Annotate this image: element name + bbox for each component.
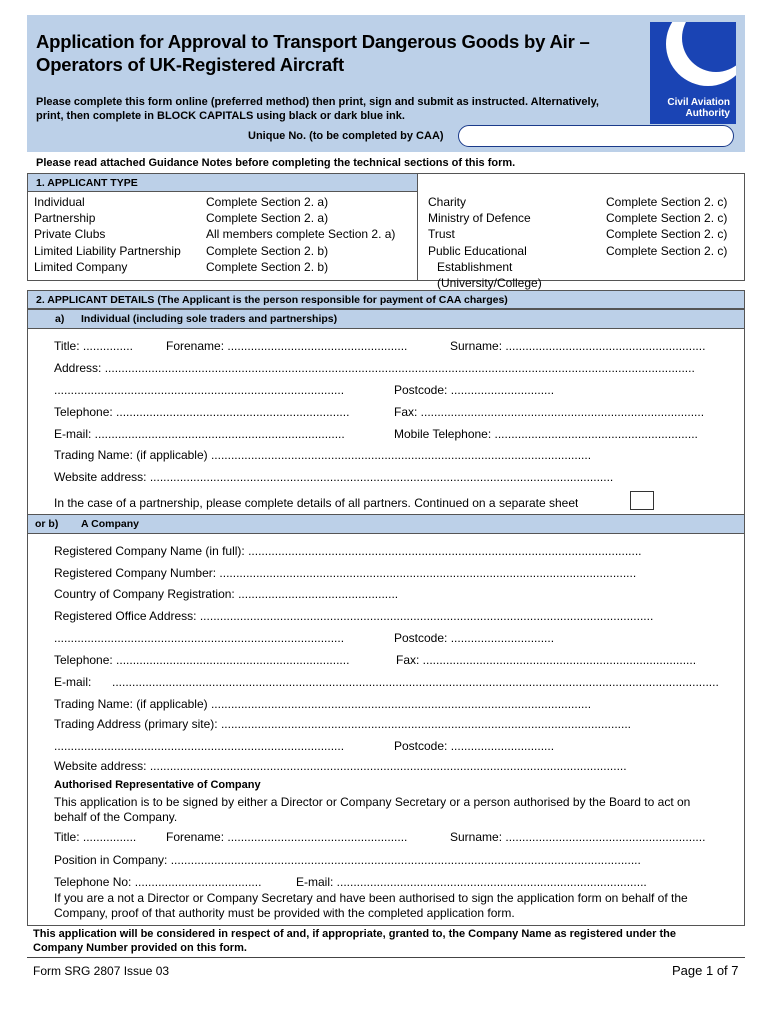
separate-sheet-checkbox[interactable] [630,491,654,510]
rep-telephone-field[interactable]: Telephone No: ...................................... [54,875,262,889]
applicant-action: Complete Section 2. b) [206,259,329,274]
section2a-title: Individual (including sole traders and partnerships) [81,313,338,325]
applicant-type: Trust [428,227,455,242]
mobile-field[interactable]: Mobile Telephone: ............................................................. [394,427,698,441]
section2a-prefix: a) [55,313,65,325]
applicant-type: Private Clubs [34,227,106,242]
company-telephone-field[interactable]: Telephone: ...................................................................... [54,653,350,667]
company-name-field[interactable]: Registered Company Name (in full): ...................................................................................................................... [54,544,642,558]
form-id: Form SRG 2807 Issue 03 [33,964,170,978]
title-line-2: Operators of UK-Registered Aircraft [36,54,344,75]
consideration-line-1: This application will be considered in respect of and, if appropriate, granted to, the Company Name as registered under the [33,928,677,940]
telephone-field[interactable]: Telephone: ...................................................................... [54,405,350,419]
authorised-rep-text-1: This application is to be signed by either a Director or Company Secretary or a person authorised by the Board to act on [54,795,691,809]
company-email-field[interactable]: ...................................................................................................................................................................................... [112,675,719,689]
section2a-heading [28,309,744,329]
footer-divider [27,957,745,958]
logo-line-1: Civil Aviation [667,97,730,108]
applicant-type: Limited Liability Partnership [34,243,181,258]
website-field[interactable]: Website address: ........................................................................................................................................... [54,470,614,484]
unique-no-input[interactable] [458,125,734,147]
forename-field[interactable]: Forename: ...................................................... [166,339,408,353]
applicant-action: Complete Section 2. a) [206,211,329,226]
rep-email-field[interactable]: E-mail: ............................................................................................. [296,875,647,889]
rep-title-field[interactable]: Title: ................ [54,830,137,844]
section2b-title: A Company [81,518,139,530]
applicant-type: Individual [34,195,85,209]
postcode-field[interactable]: Postcode: ............................... [394,383,555,397]
address-field[interactable]: Address: ................................................................................................................................................................................. [54,361,695,375]
trading-postcode-field[interactable]: Postcode: ............................... [394,739,555,753]
authority-note-2: Company, proof of that authority must be provided with the completed application form. [54,906,515,920]
section1-heading: 1. APPLICANT TYPE [28,174,417,192]
consideration-note [33,927,743,955]
applicant-action: Complete Section 2. c) [606,227,728,242]
applicant-type: Limited Company [34,259,128,274]
applicant-types-right [428,194,603,291]
applicant-action: All members complete Section 2. a) [206,227,396,242]
company-email-label: E-mail: [54,675,92,689]
address-line-2-field[interactable]: ....................................................................................... [54,383,345,397]
section2b-prefix: or b) [35,518,59,530]
caa-logo [650,22,736,124]
country-field[interactable]: Country of Company Registration: ................................................ [54,587,399,601]
applicant-action: Complete Section 2. c) [606,195,728,209]
title-line-1: Application for Approval to Transport Dangerous Goods by Air – [36,31,590,52]
applicant-action: Complete Section 2. c) [606,243,728,258]
unique-no-label: Unique No. (to be completed by CAA) [248,130,444,142]
guidance-note: Please read attached Guidance Notes before completing the technical sections of this form. [36,157,516,169]
applicant-type: Establishment (University/College) [437,259,542,291]
applicant-type: Public Educational [428,243,527,258]
company-postcode-field[interactable]: Postcode: ............................... [394,631,555,645]
intro-line-1: Please complete this form online (preferred method) then print, sign and submit as instructed. Alternatively, [36,96,599,108]
section1-divider [417,174,418,280]
applicant-action: Complete Section 2. b) [206,243,329,258]
logo-text [650,97,730,119]
applicant-type: Ministry of Defence [428,211,531,226]
trading-address-field[interactable]: Trading Address (primary site): ........................................................................................................................... [54,717,632,731]
trading-name-field[interactable]: Trading Name: (if applicable) .................................................................................................................. [54,448,592,462]
applicant-type: Charity [428,195,467,209]
authorised-rep-heading: Authorised Representative of Company [54,779,261,791]
consideration-line-2: Company Number provided on this form. [33,942,247,954]
page-title [36,30,646,76]
fax-field[interactable]: Fax: ..................................................................................... [394,405,705,419]
company-trading-name-field[interactable]: Trading Name: (if applicable) .................................................................................................................. [54,697,592,711]
company-number-field[interactable]: Registered Company Number: ............................................................................................................................. [54,566,637,580]
applicant-actions-right [606,194,744,259]
applicant-action: Complete Section 2. a) [206,195,329,209]
intro-line-2: print, then complete in BLOCK CAPITALS using black or dark blue ink. [36,110,405,122]
authority-note-1: If you are a not a Director or Company Secretary and have been authorised to sign the application form on behalf of the [54,891,688,905]
logo-line-2: Authority [685,108,730,119]
trading-address-line-2-field[interactable]: ....................................................................................... [54,739,345,753]
rep-surname-field[interactable]: Surname: ............................................................ [450,830,706,844]
company-website-field[interactable]: Website address: ............................................................................................................................................... [54,759,627,773]
email-field[interactable]: E-mail: ........................................................................... [54,427,345,441]
surname-field[interactable]: Surname: ............................................................ [450,339,706,353]
intro-text [36,95,636,123]
applicant-action: Complete Section 2. c) [606,211,728,226]
section2b-heading [28,514,744,534]
position-field[interactable]: Position in Company: ............................................................................................................................................. [54,853,641,867]
applicant-type: Partnership [34,211,96,226]
partnership-note: In the case of a partnership, please complete details of all partners. Continued on a separate sheet [54,496,579,510]
title-field[interactable]: Title: ............... [54,339,133,353]
applicant-types-left [34,194,204,275]
office-address-field[interactable]: Registered Office Address: ........................................................................................................................................ [54,609,654,623]
company-fax-field[interactable]: Fax: .................................................................................. [396,653,697,667]
section2-heading: 2. APPLICANT DETAILS (The Applicant is the person responsible for payment of CAA charges) [28,291,744,309]
rep-forename-field[interactable]: Forename: ...................................................... [166,830,408,844]
office-address-line-2-field[interactable]: ....................................................................................... [54,631,345,645]
applicant-actions-left [206,194,416,275]
page-number: Page 1 of 7 [672,963,739,978]
authorised-rep-text-2: behalf of the Company. [54,810,178,824]
